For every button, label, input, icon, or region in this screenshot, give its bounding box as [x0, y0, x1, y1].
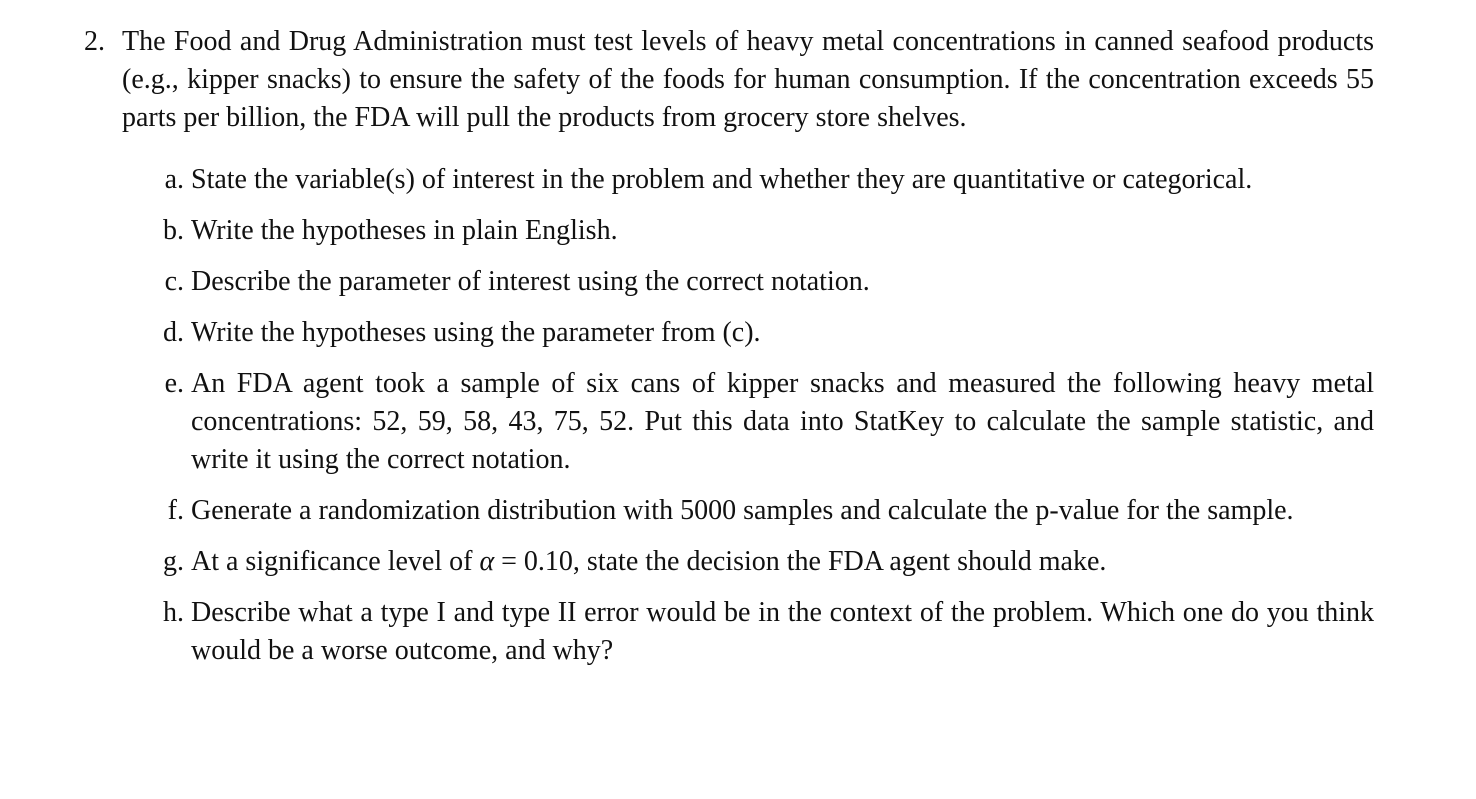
- part-text: Describe what a type I and type II error would be in the context of the problem. Which one do you think would be a worse outcome, and why?: [191, 597, 1374, 666]
- part-g: [84, 543, 1374, 581]
- part-f: [84, 492, 1374, 530]
- part-b: [84, 212, 1374, 250]
- alpha-symbol: α: [479, 546, 495, 577]
- part-letter: b.: [163, 215, 184, 246]
- part-c: [84, 263, 1374, 301]
- part-text: Describe the parameter of interest using the correct notation.: [191, 266, 870, 297]
- part-letter: c.: [164, 266, 184, 297]
- part-h: [84, 594, 1374, 670]
- problem-parts-list: [84, 161, 1374, 670]
- problem-text: The Food and Drug Administration must test levels of heavy metal concentrations in canned seafood products (e.g., kipper snacks) to ensure the safety of the foods for human consumption. If the concentration exceeds 55 parts per billion, the FDA will pull the products from grocery store shelves.: [122, 26, 1374, 133]
- part-text-after: = 0.10, state the decision the FDA agent should make.: [494, 546, 1107, 577]
- part-letter: a.: [164, 164, 184, 195]
- problem-2: [84, 23, 1374, 683]
- part-letter: f.: [167, 495, 184, 526]
- problem-statement: [84, 23, 1374, 137]
- part-letter: g.: [163, 546, 184, 577]
- part-text: An FDA agent took a sample of six cans of kipper snacks and measured the following heavy metal concentrations: 52, 59, 58, 43, 75, 52. Put this data into StatKey to calculate the sample statistic, and write it using the correct notation.: [191, 368, 1374, 475]
- part-letter: e.: [164, 368, 184, 399]
- part-text: State the variable(s) of interest in the problem and whether they are quantitative or categorical.: [191, 164, 1253, 195]
- part-letter: h.: [163, 597, 184, 628]
- part-a: [84, 161, 1374, 199]
- problem-number: 2.: [84, 26, 105, 57]
- part-letter: d.: [163, 317, 184, 348]
- part-text-before: At a significance level of: [191, 546, 480, 577]
- part-text: Write the hypotheses using the parameter from (c).: [191, 317, 761, 348]
- part-text: Generate a randomization distribution with 5000 samples and calculate the p-value for the sample.: [191, 495, 1294, 526]
- part-text: Write the hypotheses in plain English.: [191, 215, 618, 246]
- part-d: [84, 314, 1374, 352]
- part-e: [84, 365, 1374, 479]
